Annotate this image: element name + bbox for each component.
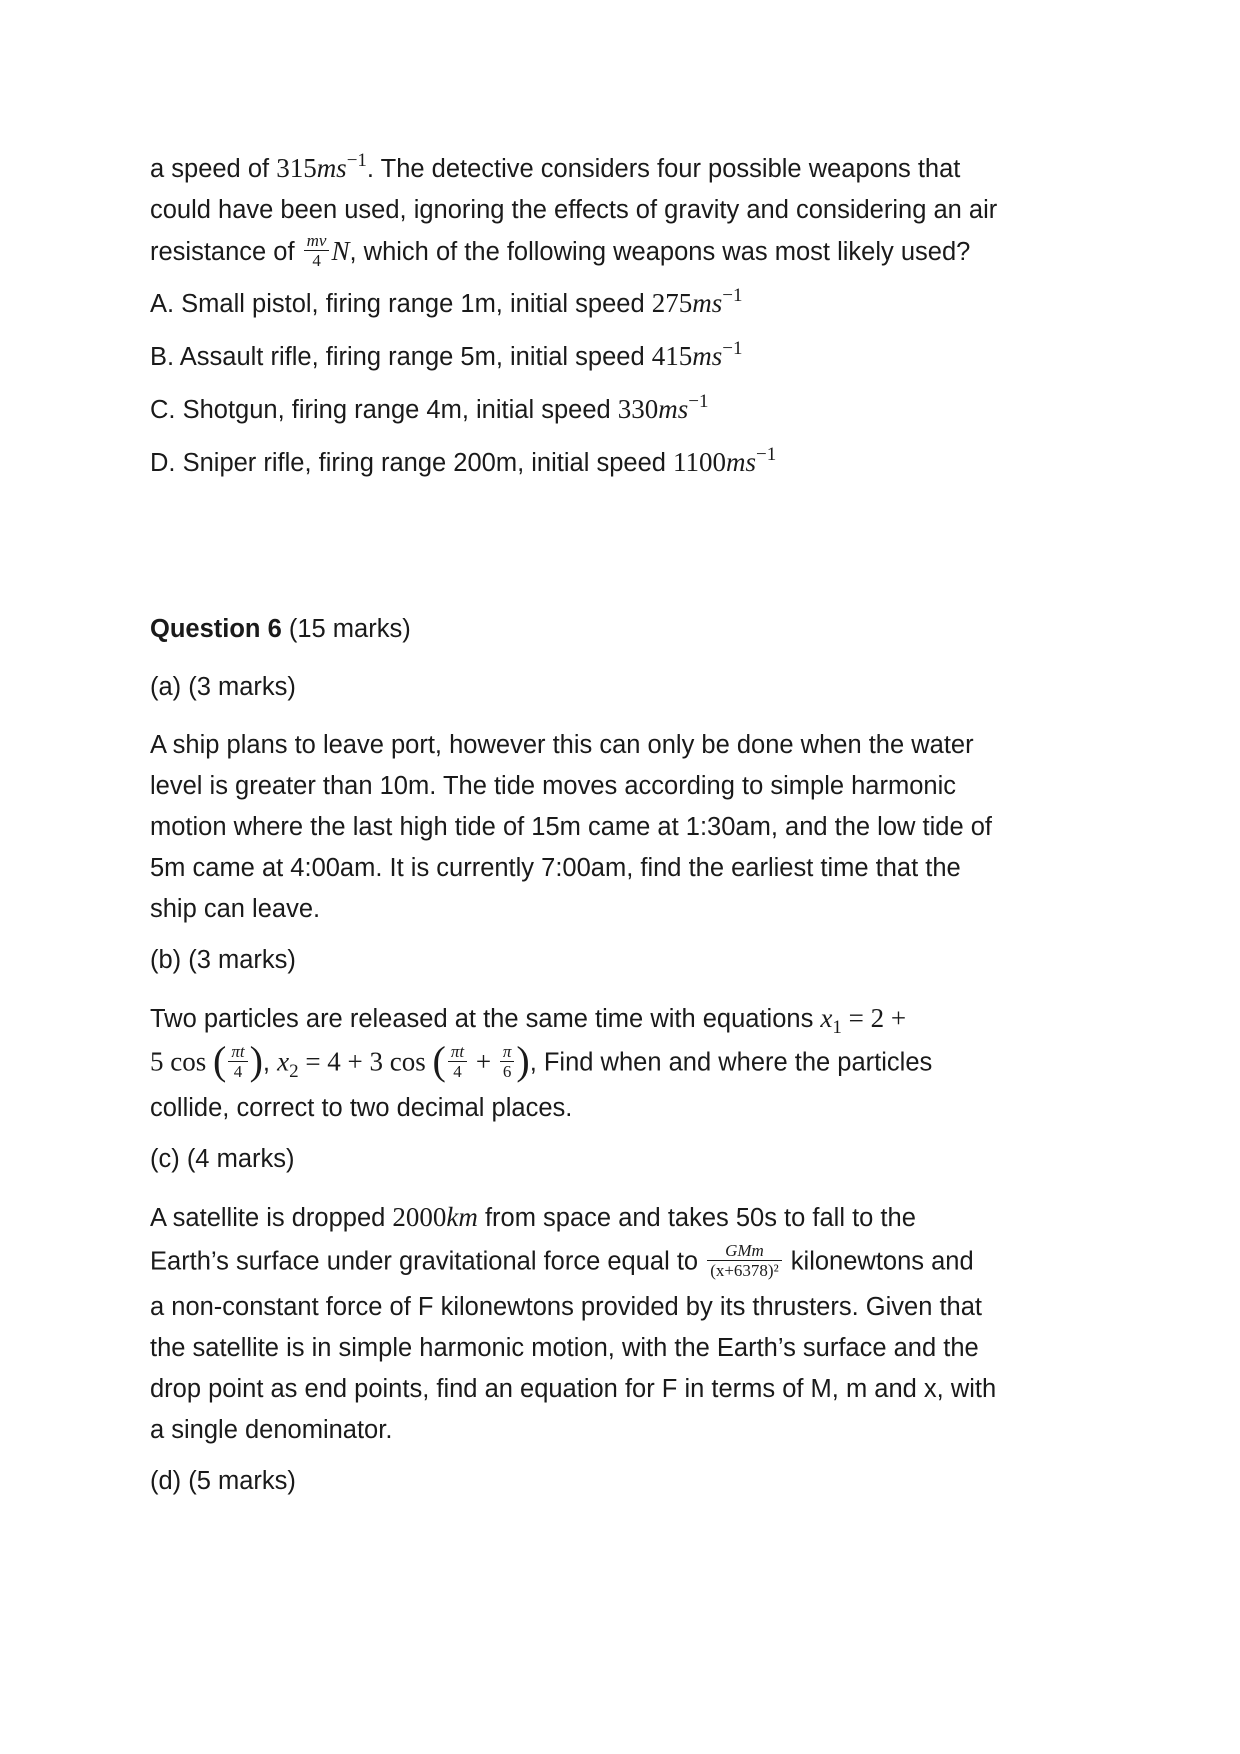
option-c xyxy=(150,389,1090,431)
math-value: 415 xyxy=(651,341,693,371)
math-variable: x xyxy=(277,1046,290,1077)
option-text: D. Sniper rifle, firing range 200m, initial speed xyxy=(150,449,674,477)
math-unit: ms xyxy=(726,447,757,477)
question-marks: (15 marks) xyxy=(281,615,411,643)
part-c-line: from space and takes 50s to fall to the xyxy=(477,1204,916,1232)
math-unit: ms xyxy=(692,341,723,371)
option-text: A. Small pistol, firing range 1m, initial speed xyxy=(150,290,652,318)
fraction-numerator: π xyxy=(502,1041,512,1061)
math-exponent: −1 xyxy=(722,337,743,359)
part-b-heading: (b) (3 marks) xyxy=(150,946,296,974)
question-title: Question 6 xyxy=(150,615,282,643)
math-unit: ms xyxy=(316,153,347,183)
document-page xyxy=(150,148,1090,1502)
option-text: B. Assault rifle, firing range 5m, initial speed xyxy=(150,343,652,371)
part-b-line: , Find when and where the particles xyxy=(529,1048,933,1077)
part-a-line: motion where the last high tide of 15m came at 1:30am, and the low tide of xyxy=(150,813,992,841)
part-a-text xyxy=(150,725,1090,930)
intro-text: . The detective considers four possible weapons that xyxy=(366,155,961,183)
close-paren: ) xyxy=(249,1037,263,1083)
part-d-heading: (d) (5 marks) xyxy=(150,1467,296,1495)
intro-text: resistance of xyxy=(150,238,302,266)
fraction-numerator: πt xyxy=(450,1041,465,1061)
option-b xyxy=(150,336,1090,378)
part-a-line: level is greater than 10m. The tide moves according to simple harmonic xyxy=(150,772,957,800)
math-unit: N xyxy=(331,236,350,266)
option-a xyxy=(150,283,1090,325)
math-unit: km xyxy=(446,1202,478,1232)
intro-text: could have been used, ignoring the effects of gravity and considering an air xyxy=(150,196,998,224)
math-exponent: −1 xyxy=(756,443,777,465)
math-unit: ms xyxy=(692,288,723,318)
math-variable: x xyxy=(820,1003,833,1033)
part-a-line: 5m came at 4:00am. It is currently 7:00am, find the earliest time that the xyxy=(150,854,961,882)
fraction-pit-4 xyxy=(448,1042,467,1081)
part-c-line: kilonewtons and xyxy=(783,1247,974,1276)
part-a-line: ship can leave. xyxy=(150,895,321,923)
option-text: C. Shotgun, firing range 4m, initial speed xyxy=(150,396,618,424)
part-b-line: collide, correct to two decimal places. xyxy=(150,1094,573,1122)
part-c-line: drop point as end points, find an equation for F in terms of M, m and x, with xyxy=(150,1375,997,1403)
option-d xyxy=(150,442,1090,484)
part-c-line: the satellite is in simple harmonic motion, with the Earth’s surface and the xyxy=(150,1334,979,1362)
close-paren: ) xyxy=(516,1037,530,1083)
fraction-numerator: πt xyxy=(231,1041,245,1061)
intro-text: , which of the following weapons was most likely used? xyxy=(349,238,971,266)
math-unit: ms xyxy=(658,394,689,424)
part-a-line: A ship plans to leave port, however this can only be done when the water xyxy=(150,731,974,759)
math-operator: + xyxy=(469,1046,498,1077)
math-exponent: −1 xyxy=(346,149,367,171)
part-a-heading: (a) (3 marks) xyxy=(150,673,296,701)
math-value: 2000 xyxy=(392,1202,447,1232)
fraction-denominator: 4 xyxy=(228,1061,247,1081)
intro-paragraph xyxy=(150,148,1090,273)
open-paren: ( xyxy=(213,1037,227,1083)
math-value: 315 xyxy=(276,153,317,183)
part-b-text: Two particles are released at the same time with equations $x_1 = 2$ + 5 cos ( $\frac{\pi t}{4}$ ), $x_2 = 4 + 3$ cos ( $\frac{\pi t}{4}$ + $\frac{\pi}{6}$ ), Find when and where the particles collide, correct to two decimal places. xyxy=(150,1003,933,1122)
fraction-pi-6 xyxy=(500,1042,515,1081)
gravity-fraction xyxy=(707,1241,782,1280)
part-c-line: a single denominator. xyxy=(150,1416,393,1444)
math-subscript: 2 xyxy=(289,1060,299,1082)
resistance-fraction xyxy=(304,231,330,270)
fraction-numerator: GMm xyxy=(725,1240,764,1260)
fraction-denominator: (x+6378)² xyxy=(707,1260,782,1280)
fraction-denominator: 6 xyxy=(500,1061,515,1081)
math-expression: 5 cos xyxy=(150,1046,213,1077)
fraction-pit-4 xyxy=(228,1042,247,1081)
math-value: 1100 xyxy=(673,447,727,477)
part-b-line: Two particles are released at the same time with equations xyxy=(150,1005,821,1033)
part-c-line: a non-constant force of F kilonewtons provided by its thrusters. Given that xyxy=(150,1293,982,1321)
part-c-line: A satellite is dropped xyxy=(150,1204,393,1232)
part-c-heading: (c) (4 marks) xyxy=(150,1145,295,1173)
math-exponent: −1 xyxy=(688,390,709,412)
fraction-numerator: mv xyxy=(306,230,327,250)
part-c-text xyxy=(150,1197,1090,1451)
math-expression: = 4 + 3 cos xyxy=(298,1046,433,1077)
open-paren: ( xyxy=(432,1037,446,1083)
part-c-line: Earth’s surface under gravitational force equal to xyxy=(150,1247,706,1276)
math-expression: = 2 + xyxy=(841,1003,907,1033)
math-value: 275 xyxy=(651,288,693,318)
fraction-denominator: 4 xyxy=(304,250,330,270)
math-value: 330 xyxy=(617,394,659,424)
intro-text: a speed of xyxy=(150,155,277,183)
fraction-denominator: 4 xyxy=(448,1061,467,1081)
question-6-heading xyxy=(150,609,1090,650)
math-exponent: −1 xyxy=(722,284,743,306)
math-subscript: 1 xyxy=(832,1017,842,1039)
